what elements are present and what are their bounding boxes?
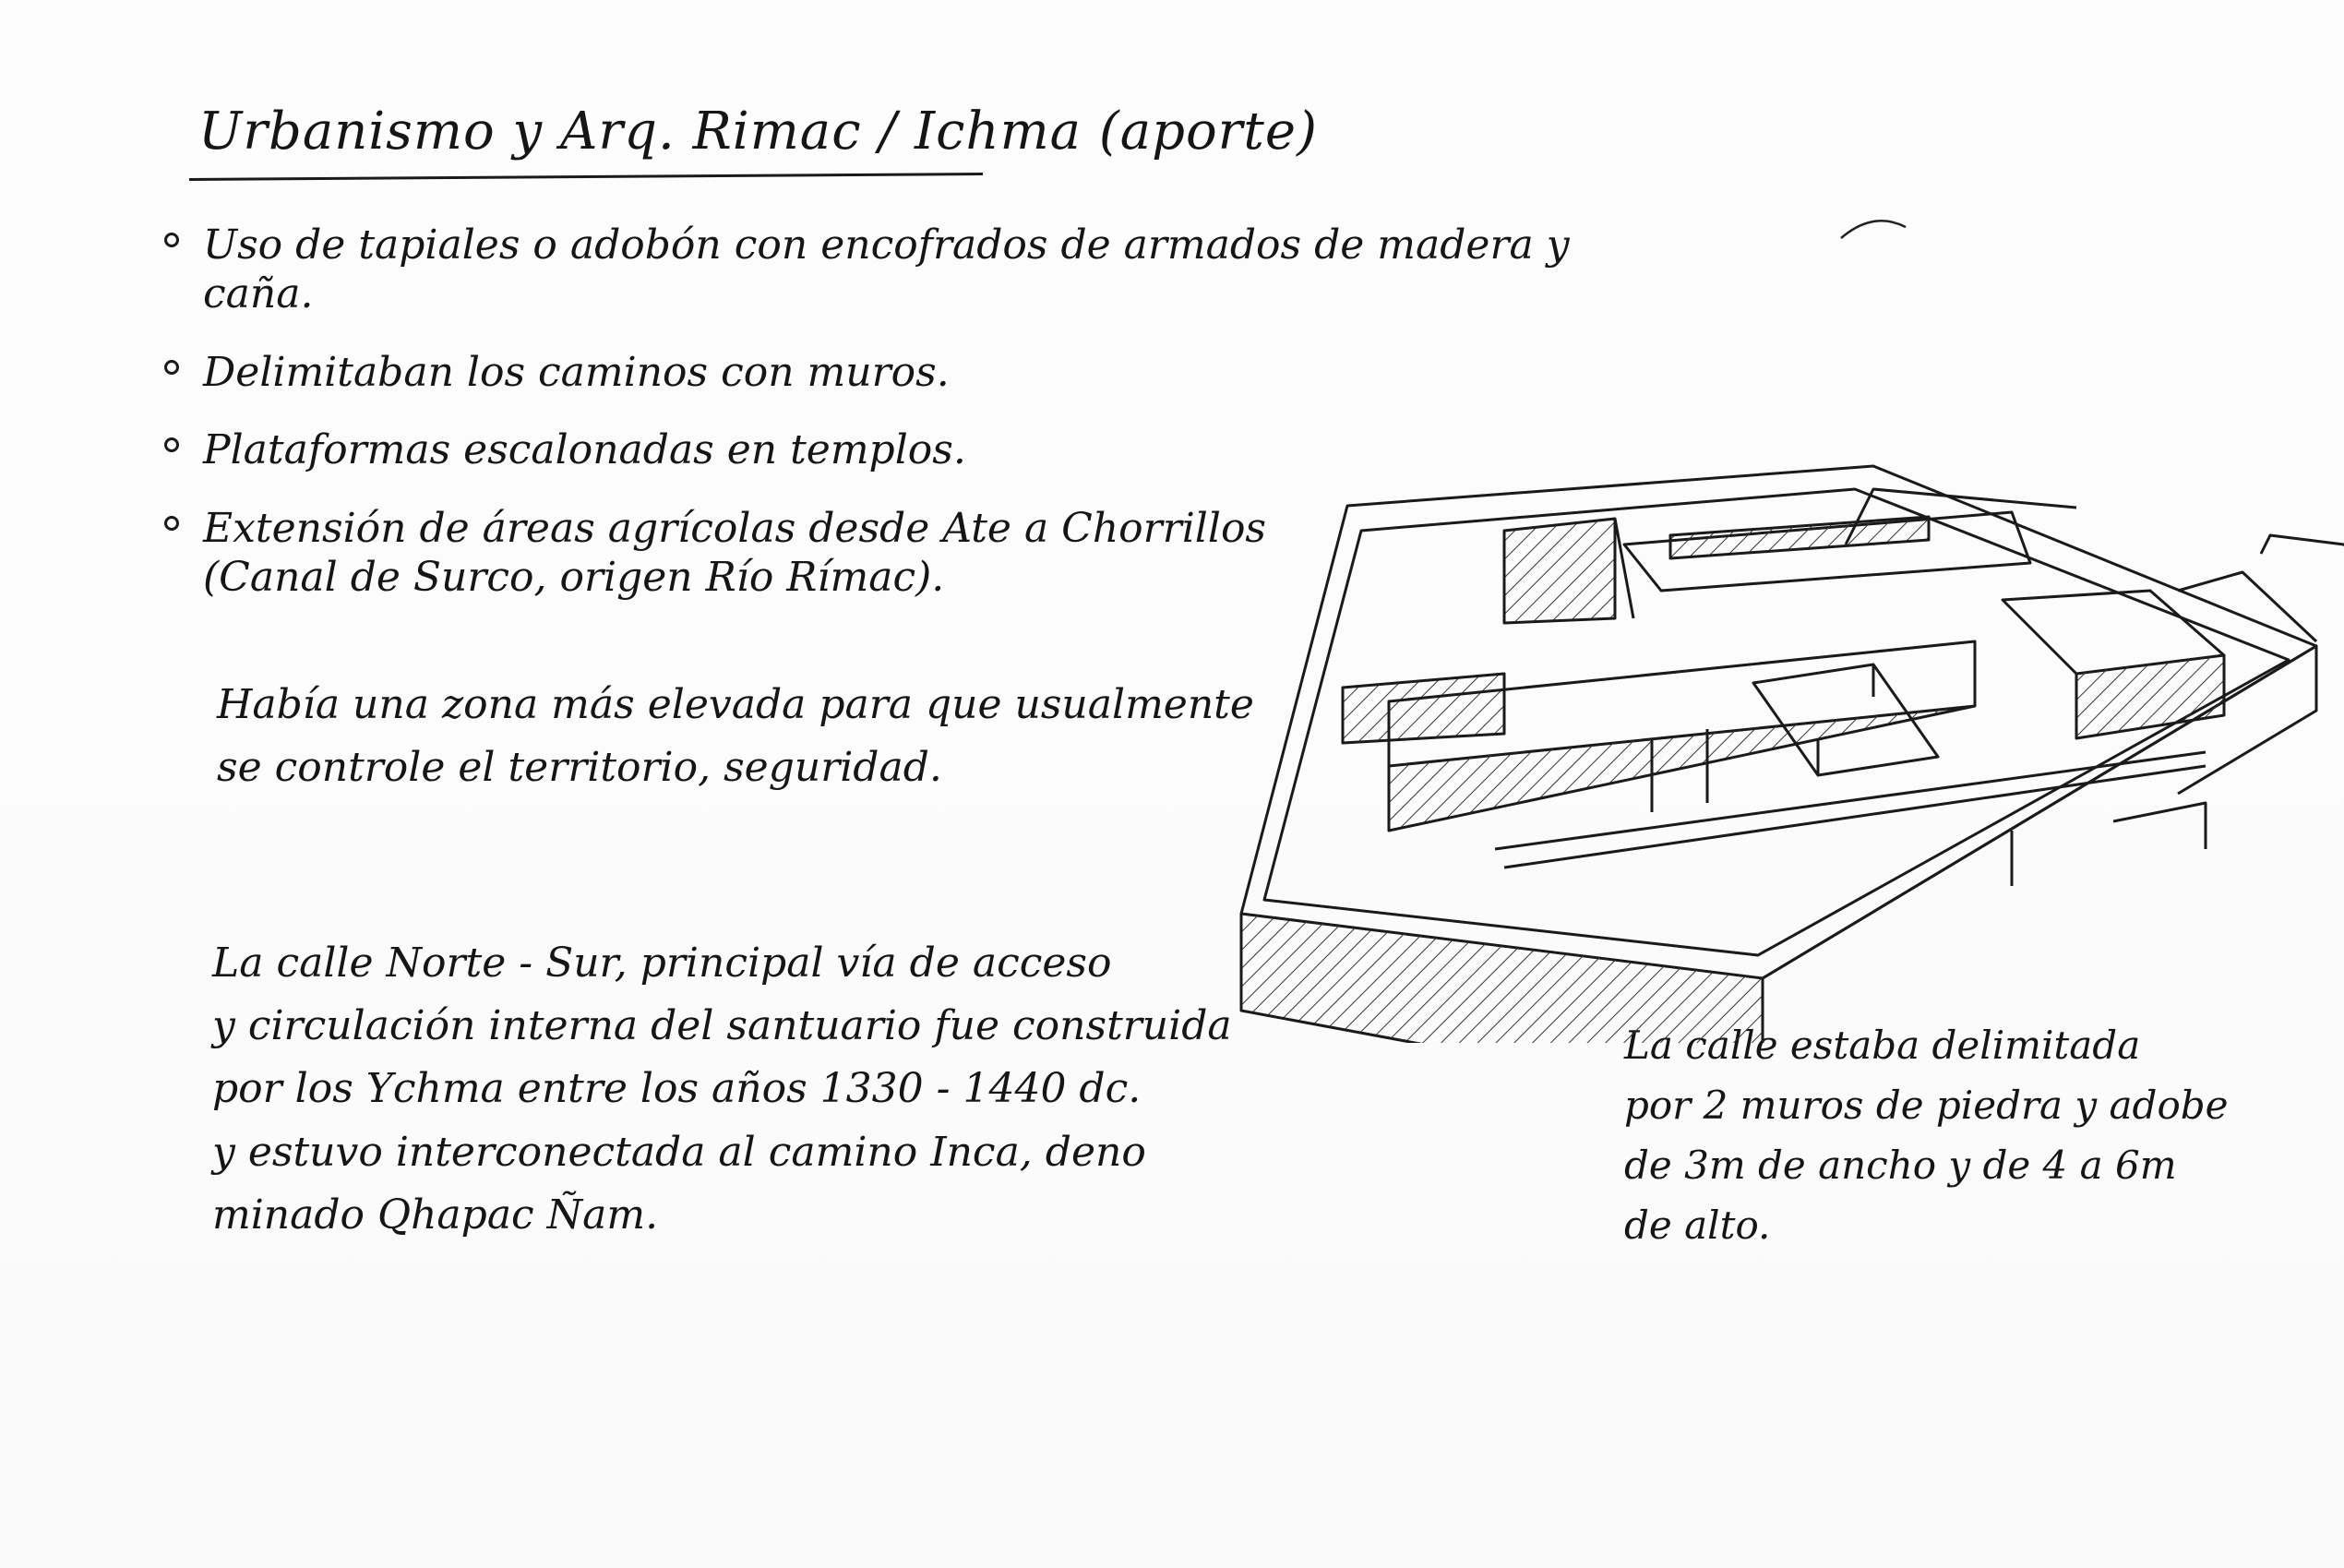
page-title: Urbanismo y Arq. Rimac / Ichma (aporte) [198, 102, 1318, 162]
bullet-text: Plataformas escalonadas en templos. [203, 426, 966, 474]
bullet-dot-icon [164, 233, 179, 247]
bullet-continuation: (Canal de Surco, origen Río Rímac). [203, 553, 945, 601]
bullet-dot-icon [164, 437, 179, 452]
bullet-item [157, 349, 1680, 398]
paragraph-elevated-zone [217, 674, 1254, 799]
caption-line: de 3m de ancho y de 4 a 6m [1624, 1143, 2177, 1189]
paragraph-north-south-street [212, 932, 1232, 1247]
sketch-caption [1624, 1015, 2228, 1255]
paragraph-line: Había una zona más elevada para que usualmente [217, 681, 1254, 728]
paragraph-line: y estuvo interconectada al camino Inca, deno [212, 1128, 1146, 1176]
title-underline [189, 173, 983, 181]
caption-line: por 2 muros de piedra y adobe [1624, 1083, 2229, 1129]
paragraph-line: y circulación interna del santuario fue construida [212, 1002, 1232, 1050]
bullet-text: Uso de tapiales o adobón con encofrados de armados de madera y caña. [203, 221, 1570, 317]
pen-stroke-arc [1836, 210, 1910, 247]
bullet-text: Extensión de áreas agrícolas desde Ate a Chorrillos [203, 505, 1267, 553]
paragraph-line: La calle Norte - Sur, principal vía de acceso [212, 940, 1112, 987]
isometric-site-sketch [1227, 434, 2344, 1043]
paragraph-line: se controle el territorio, seguridad. [217, 744, 942, 792]
bullet-text: Delimitaban los caminos con muros. [203, 348, 950, 396]
paragraph-line: minado Qhapac Ñam. [212, 1191, 659, 1239]
paragraph-line: por los Ychma entre los años 1330 - 1440 dc. [212, 1065, 1142, 1113]
caption-line: de alto. [1624, 1203, 1771, 1249]
bullet-dot-icon [164, 516, 179, 531]
bullet-dot-icon [164, 360, 179, 375]
bullet-item [157, 221, 1680, 319]
caption-line: La calle estaba delimitada [1624, 1023, 2141, 1068]
